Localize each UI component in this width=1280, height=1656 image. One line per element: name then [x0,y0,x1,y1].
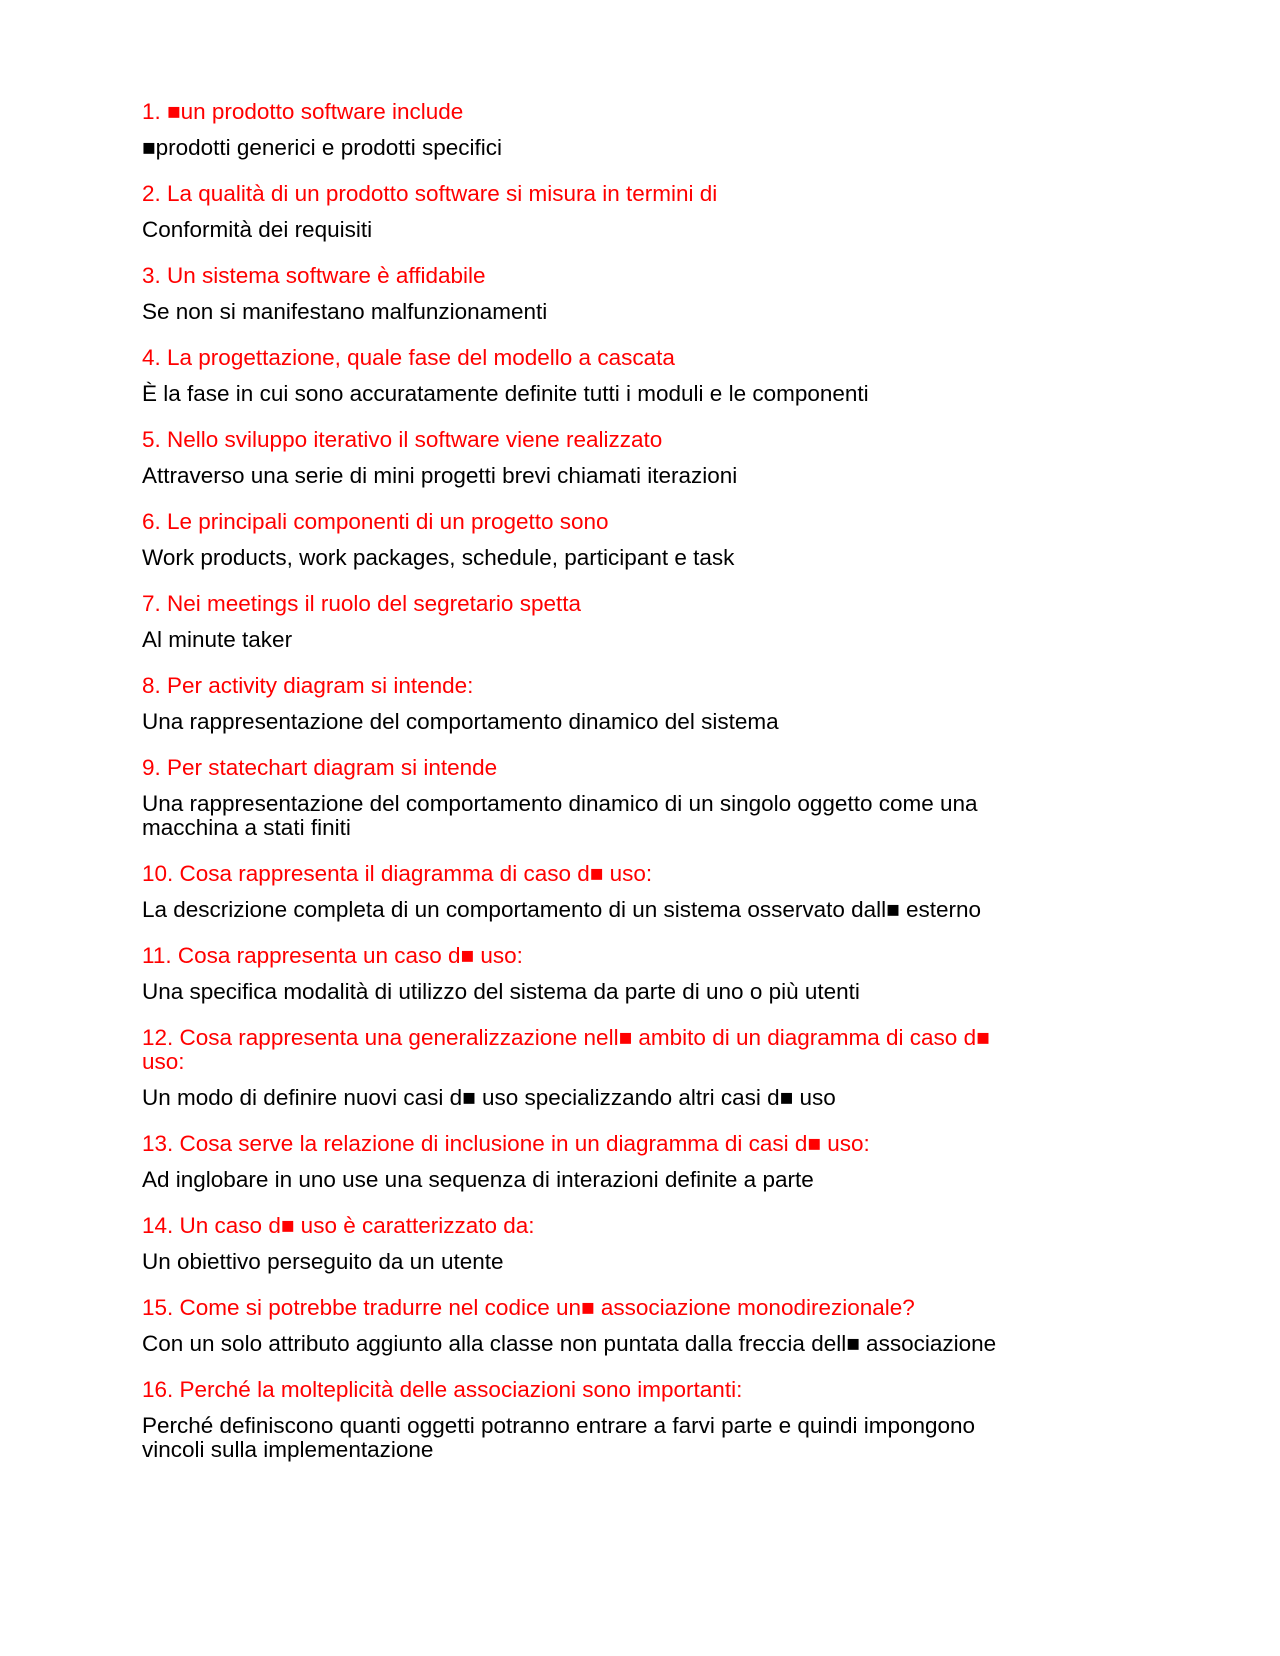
qa-item-4 [142,346,1122,406]
question-7: 7. Nei meetings il ruolo del segretario spetta [142,591,581,616]
answer-12: Un modo di definire nuovi casi d■ uso specializzando altri casi d■ uso [142,1085,836,1110]
qa-item-2 [142,182,1122,242]
answer-6: Work products, work packages, schedule, participant e task [142,545,735,570]
answer-16: Perché definiscono quanti oggetti potranno entrare a farvi parte e quindi impongono vincoli sulla implementazione [142,1413,976,1462]
answer-1: ■prodotti generici e prodotti specifici [142,135,503,160]
qa-item-1 [142,100,1122,160]
question-9: 9. Per statechart diagram si intende [142,755,498,780]
qa-item-14 [142,1214,1122,1274]
question-14: 14. Un caso d■ uso è caratterizzato da: [142,1213,535,1238]
answer-8: Una rappresentazione del comportamento dinamico del sistema [142,709,779,734]
qa-item-10 [142,862,1122,922]
answer-2: Conformità dei requisiti [142,217,373,242]
question-2: 2. La qualità di un prodotto software si misura in termini di [142,181,718,206]
question-4: 4. La progettazione, quale fase del modello a cascata [142,345,675,370]
question-11: 11. Cosa rappresenta un caso d■ uso: [142,943,523,968]
question-10: 10. Cosa rappresenta il diagramma di caso d■ uso: [142,861,653,886]
qa-item-9 [142,756,1122,840]
qa-item-7 [142,592,1122,652]
answer-14: Un obiettivo perseguito da un utente [142,1249,504,1274]
question-6: 6. Le principali componenti di un progetto sono [142,509,609,534]
question-13: 13. Cosa serve la relazione di inclusione in un diagramma di casi d■ uso: [142,1131,870,1156]
qa-item-6 [142,510,1122,570]
qa-item-12 [142,1026,1122,1110]
answer-9: Una rappresentazione del comportamento dinamico di un singolo oggetto come una macchina a stati finiti [142,791,978,840]
answer-15: Con un solo attributo aggiunto alla classe non puntata dalla freccia dell■ associazione [142,1331,997,1356]
document-page [142,100,1122,1484]
answer-7: Al minute taker [142,627,293,652]
qa-item-8 [142,674,1122,734]
qa-item-16 [142,1378,1122,1462]
answer-13: Ad inglobare in uno use una sequenza di interazioni definite a parte [142,1167,814,1192]
question-16: 16. Perché la molteplicità delle associazioni sono importanti: [142,1377,743,1402]
question-8: 8. Per activity diagram si intende: [142,673,474,698]
question-12: 12. Cosa rappresenta una generalizzazione nell■ ambito di un diagramma di caso d■ uso: [142,1025,990,1074]
answer-11: Una specifica modalità di utilizzo del sistema da parte di uno o più utenti [142,979,860,1004]
qa-item-11 [142,944,1122,1004]
question-1: 1. ■un prodotto software include [142,99,464,124]
answer-10: La descrizione completa di un comportamento di un sistema osservato dall■ esterno [142,897,982,922]
qa-item-5 [142,428,1122,488]
answer-3: Se non si manifestano malfunzionamenti [142,299,548,324]
question-15: 15. Come si potrebbe tradurre nel codice un■ associazione monodirezionale? [142,1295,915,1320]
question-5: 5. Nello sviluppo iterativo il software viene realizzato [142,427,663,452]
qa-item-3 [142,264,1122,324]
answer-5: Attraverso una serie di mini progetti brevi chiamati iterazioni [142,463,738,488]
qa-item-15 [142,1296,1122,1356]
qa-item-13 [142,1132,1122,1192]
answer-4: È la fase in cui sono accuratamente definite tutti i moduli e le componenti [142,381,869,406]
question-3: 3. Un sistema software è affidabile [142,263,486,288]
